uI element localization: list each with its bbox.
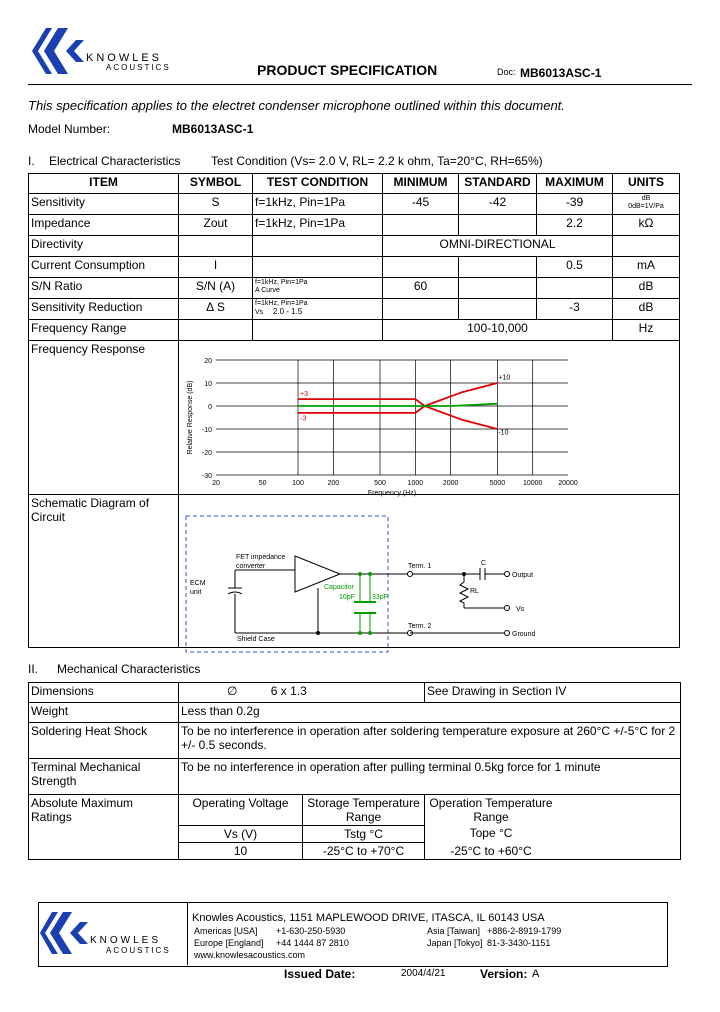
row-unit bbox=[613, 194, 680, 215]
operation-temp-header: Operation Temperature Range bbox=[429, 796, 553, 824]
y-tick-label: -10 bbox=[201, 427, 212, 434]
junction-dot bbox=[358, 572, 362, 576]
japan-label: Japan [Tokyo] bbox=[427, 938, 483, 948]
condition-line: A Curve bbox=[255, 287, 280, 294]
row-unit: dB bbox=[613, 299, 680, 320]
term1-label: Term. 1 bbox=[408, 563, 432, 570]
footer-address: Knowles Acoustics, 1151 MAPLEWOOD DRIVE, ITASCA, IL 60143 USA bbox=[192, 912, 545, 924]
section2-title: Mechanical Characteristics bbox=[57, 662, 201, 676]
issued-date-value: 2004/4/21 bbox=[401, 968, 446, 979]
row-condition bbox=[253, 257, 383, 278]
version-value: A bbox=[532, 968, 540, 980]
x-tick-label: 50 bbox=[258, 480, 267, 487]
vs-label: Vs bbox=[516, 606, 525, 613]
operation-temp-value: -25°C to +60°C bbox=[450, 843, 532, 858]
europe-label: Europe [England] bbox=[194, 938, 264, 948]
fet-label: converter bbox=[236, 563, 266, 570]
ratings-header: Storage Temperature Range bbox=[303, 795, 425, 826]
table-row bbox=[29, 683, 681, 703]
row-max bbox=[537, 278, 613, 299]
fet-label: FET impedance bbox=[236, 554, 286, 561]
knowles-logo-icon bbox=[32, 26, 92, 78]
schematic-diagram bbox=[180, 510, 560, 658]
intro-text: This specification applies to the electret condenser microphone outlined within this document. bbox=[28, 98, 565, 113]
row-label: Weight bbox=[29, 703, 179, 723]
footer-logo-icon bbox=[40, 910, 100, 958]
row-item: Current Consumption bbox=[29, 257, 179, 278]
row-value: To be no interference in operation after pulling terminal 0.5kg force for 1 minute bbox=[179, 759, 681, 795]
x-tick-label: 10000 bbox=[522, 480, 543, 487]
row-min bbox=[383, 257, 459, 278]
shield-case-label: Shield Case bbox=[237, 636, 275, 643]
row-span-value: OMNI-DIRECTIONAL bbox=[383, 236, 613, 257]
asia-label: Asia [Taiwan] bbox=[427, 926, 481, 936]
row-symbol: Zout bbox=[179, 215, 253, 236]
x-tick-label: 5000 bbox=[489, 480, 506, 487]
row-min: -45 bbox=[383, 194, 459, 215]
header-minimum: MINIMUM bbox=[383, 174, 459, 194]
row-value: To be no interference in operation after soldering temperature exposure at 260°C +/-5°C for 2 +/- 0.5 seconds. bbox=[179, 723, 681, 759]
row-min bbox=[383, 299, 459, 320]
model-number: MB6013ASC-1 bbox=[172, 122, 254, 136]
americas-label: Americas [USA] bbox=[194, 926, 258, 936]
row-item: S/N Ratio bbox=[29, 278, 179, 299]
frequency-response-chart bbox=[178, 350, 598, 500]
table-row bbox=[29, 278, 680, 299]
junction-dot bbox=[368, 572, 372, 576]
header-standard: STANDARD bbox=[459, 174, 537, 194]
condition-line: 2.0 - 1.5 bbox=[272, 307, 303, 316]
row-condition bbox=[253, 278, 383, 299]
y-tick-label: -30 bbox=[201, 473, 212, 480]
y-tick-label: 0 bbox=[208, 404, 212, 411]
row-symbol bbox=[179, 236, 253, 257]
row-item: Directivity bbox=[29, 236, 179, 257]
row-label: Dimensions bbox=[29, 683, 179, 703]
footer-logo-text: KNOWLES bbox=[90, 935, 162, 946]
ratings-value: -25°C to +70°C bbox=[303, 843, 425, 860]
series-line-lower-limit bbox=[298, 406, 497, 429]
ratings-value: 10 bbox=[179, 843, 303, 860]
row-symbol bbox=[179, 320, 253, 341]
c-label: C bbox=[481, 560, 487, 567]
row-symbol: S/N (A) bbox=[179, 278, 253, 299]
row-symbol: Δ S bbox=[179, 299, 253, 320]
footer-divider bbox=[187, 902, 188, 965]
row-condition: f=1kHz, Pin=1Pa bbox=[253, 215, 383, 236]
condition-line: f=1kHz, Pin=1Pa bbox=[255, 300, 308, 307]
ratings-header bbox=[425, 795, 681, 843]
table-row bbox=[29, 723, 681, 759]
table-header-row bbox=[29, 174, 680, 194]
output-terminal[interactable] bbox=[505, 572, 510, 577]
row-span-value: 100-10,000 bbox=[383, 320, 613, 341]
condition-line: Vs bbox=[255, 309, 264, 316]
header-symbol: SYMBOL bbox=[179, 174, 253, 194]
row-std bbox=[459, 278, 537, 299]
term2-label: Term. 2 bbox=[408, 623, 432, 630]
table-row bbox=[29, 759, 681, 795]
x-tick-label: 500 bbox=[374, 480, 386, 487]
x-tick-label: 200 bbox=[327, 480, 340, 487]
row-symbol: I bbox=[179, 257, 253, 278]
doc-number: MB6013ASC-1 bbox=[520, 66, 602, 80]
europe-phone: +44 1444 87 2810 bbox=[276, 938, 349, 948]
y-tick-label: 10 bbox=[204, 381, 212, 388]
row-std bbox=[459, 257, 537, 278]
condition-line: f=1kHz, Pin=1Pa bbox=[255, 279, 308, 286]
row-max: 2.2 bbox=[537, 215, 613, 236]
row-item: Impedance bbox=[29, 215, 179, 236]
row-max: -3 bbox=[537, 299, 613, 320]
schematic-label: Schematic Diagram of Circuit bbox=[29, 495, 179, 648]
issued-date-label: Issued Date: bbox=[284, 967, 356, 981]
table-row bbox=[29, 194, 680, 215]
ecm-label: unit bbox=[190, 589, 202, 596]
header-test-condition: TEST CONDITION bbox=[253, 174, 383, 194]
term1-terminal bbox=[408, 572, 413, 577]
ratings-symbol: Tstg °C bbox=[303, 826, 425, 843]
table-row bbox=[29, 257, 680, 278]
row-unit: dB bbox=[613, 278, 680, 299]
row-condition bbox=[253, 320, 383, 341]
row-item: Frequency Range bbox=[29, 320, 179, 341]
table-row bbox=[29, 320, 680, 341]
vs-terminal[interactable] bbox=[505, 606, 510, 611]
chart-labels-group bbox=[187, 358, 578, 497]
cap-33pf-label: 33pF bbox=[372, 594, 388, 601]
dimensions-note: See Drawing in Section IV bbox=[425, 683, 681, 703]
header-units: UNITS bbox=[613, 174, 680, 194]
annotation-label: -10 bbox=[498, 429, 509, 437]
row-symbol: S bbox=[179, 194, 253, 215]
section2-number: II. bbox=[28, 662, 39, 676]
x-tick-label: 20 bbox=[212, 480, 220, 487]
x-tick-label: 2000 bbox=[442, 480, 459, 487]
row-label: Absolute Maximum Ratings bbox=[29, 795, 179, 860]
operation-temp-symbol: Tope °C bbox=[469, 826, 513, 840]
junction-dot bbox=[316, 631, 320, 635]
logo-subtext: ACOUSTICS bbox=[106, 63, 171, 72]
footer-logo-subtext: ACOUSTICS bbox=[106, 946, 171, 955]
section1-number: I. bbox=[28, 154, 35, 168]
x-axis-label: Frequency (Hz) bbox=[367, 490, 417, 497]
diameter-symbol: ∅ bbox=[227, 684, 238, 698]
row-std bbox=[459, 215, 537, 236]
ratings-symbol: Vs (V) bbox=[179, 826, 303, 843]
table-row bbox=[29, 215, 680, 236]
x-tick-label: 20000 bbox=[558, 480, 578, 487]
dimensions-value bbox=[179, 683, 425, 703]
header-item: ITEM bbox=[29, 174, 179, 194]
junction-dot bbox=[358, 631, 362, 635]
row-max: -39 bbox=[537, 194, 613, 215]
doc-label: Doc: bbox=[497, 67, 516, 77]
annotation-label: +3 bbox=[300, 390, 308, 398]
series-line-upper-limit bbox=[298, 383, 497, 406]
ecm-boundary bbox=[186, 516, 388, 652]
series-line-nominal bbox=[298, 404, 497, 406]
row-min: 60 bbox=[383, 278, 459, 299]
ecm-label: ECM bbox=[190, 580, 206, 587]
y-tick-label: 20 bbox=[204, 358, 212, 365]
row-condition bbox=[253, 299, 383, 320]
website-link[interactable]: www.knowlesacoustics.com bbox=[194, 950, 306, 960]
header-maximum: MAXIMUM bbox=[537, 174, 613, 194]
ecm-plate bbox=[228, 592, 242, 594]
annotation-label: +10 bbox=[498, 374, 511, 382]
y-tick-label: -20 bbox=[201, 450, 212, 457]
annotation-label: -3 bbox=[300, 415, 307, 423]
row-label: Terminal Mechanical Strength bbox=[29, 759, 179, 795]
section1-title: Electrical Characteristics bbox=[49, 154, 181, 168]
table-row bbox=[29, 703, 681, 723]
row-unit: mA bbox=[613, 257, 680, 278]
ratings-header: Operating Voltage bbox=[179, 795, 303, 826]
load-resistor-icon bbox=[460, 574, 468, 608]
row-unit: kΩ bbox=[613, 215, 680, 236]
x-tick-label: 1000 bbox=[407, 480, 424, 487]
header-divider bbox=[28, 84, 692, 85]
page-title: PRODUCT SPECIFICATION bbox=[257, 62, 438, 78]
capacitor-label: Capacitor bbox=[324, 584, 354, 591]
row-unit: Hz bbox=[613, 320, 680, 341]
row-std: -42 bbox=[459, 194, 537, 215]
x-tick-label: 100 bbox=[292, 480, 304, 487]
row-min bbox=[383, 215, 459, 236]
model-label: Model Number: bbox=[28, 122, 111, 136]
ratings-header-row bbox=[29, 795, 681, 826]
ground-terminal[interactable] bbox=[505, 631, 510, 636]
row-item: Sensitivity bbox=[29, 194, 179, 215]
row-condition: f=1kHz, Pin=1Pa bbox=[253, 194, 383, 215]
row-label: Soldering Heat Shock bbox=[29, 723, 179, 759]
ratings-value bbox=[425, 843, 681, 860]
ground-label: Ground bbox=[512, 631, 536, 638]
frequency-response-label: Frequency Response bbox=[29, 341, 179, 495]
row-unit bbox=[613, 236, 680, 257]
chart-grid bbox=[216, 360, 568, 475]
version-label: Version: bbox=[480, 967, 528, 981]
dimension-text: 6 x 1.3 bbox=[270, 684, 307, 698]
americas-phone: +1-630-250-5930 bbox=[276, 926, 346, 936]
asia-phone: +886-2-8919-1799 bbox=[487, 926, 562, 936]
mechanical-table bbox=[28, 682, 681, 860]
unit-db: dB bbox=[641, 195, 651, 202]
junction-dot bbox=[368, 631, 372, 635]
output-label: Output bbox=[512, 572, 534, 579]
row-std bbox=[459, 299, 537, 320]
cap-10pf-label: 10pF bbox=[339, 594, 355, 601]
rl-label: RL bbox=[470, 588, 479, 595]
japan-phone: 81-3-3430-1151 bbox=[487, 938, 551, 948]
row-condition bbox=[253, 236, 383, 257]
row-value: Less than 0.2g bbox=[179, 703, 681, 723]
y-axis-label: Relative Response (dB) bbox=[187, 380, 194, 455]
chart-series-group bbox=[298, 383, 497, 429]
logo-text: KNOWLES bbox=[86, 52, 163, 64]
row-max: 0.5 bbox=[537, 257, 613, 278]
table-row bbox=[29, 299, 680, 320]
table-row bbox=[29, 236, 680, 257]
test-condition: Test Condition (Vs= 2.0 V, RL= 2.2 k ohm, Ta=20°C, RH=65%) bbox=[211, 154, 543, 168]
row-item: Sensitivity Reduction bbox=[29, 299, 179, 320]
unit-reference: 0dB=1V/Pa bbox=[628, 203, 664, 210]
